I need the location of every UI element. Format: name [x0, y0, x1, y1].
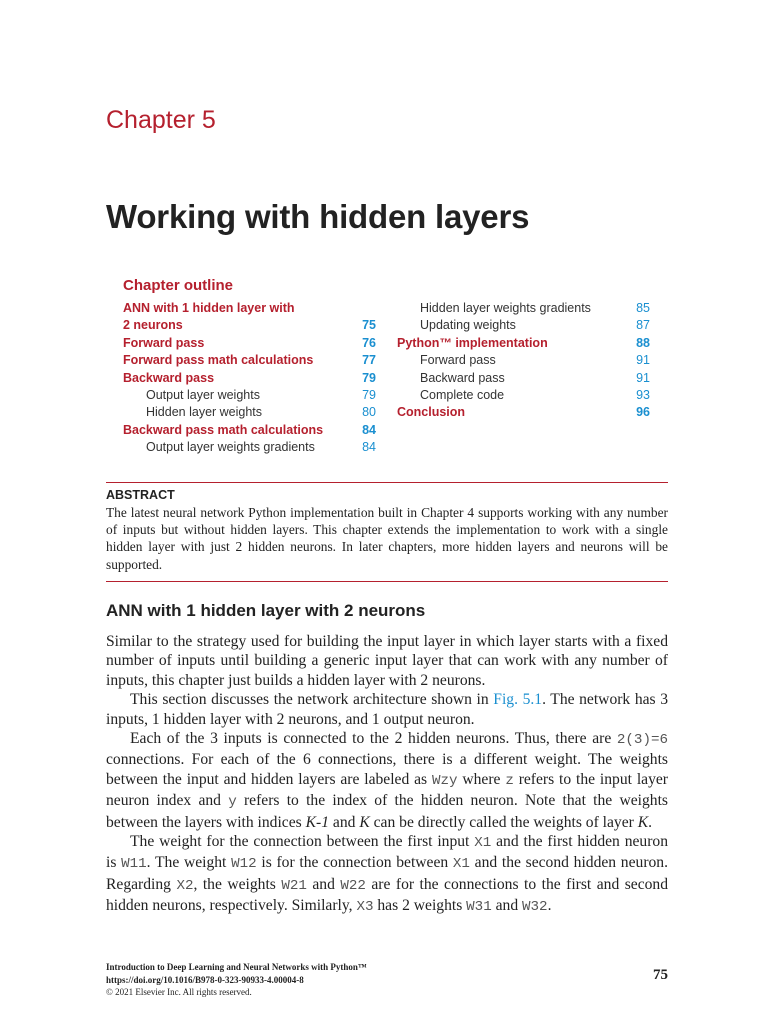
toc-entry[interactable]: [123, 370, 376, 387]
toc-entry-title[interactable]: Updating weights: [420, 318, 516, 333]
toc-entry-page[interactable]: 80: [362, 405, 376, 420]
toc-entry-page[interactable]: 93: [636, 388, 650, 403]
inline-code: y: [228, 794, 237, 811]
toc-entry-title[interactable]: Output layer weights gradients: [146, 440, 315, 455]
toc-subentry[interactable]: [397, 387, 650, 404]
toc-left-column: [123, 300, 376, 457]
page-number: 75: [653, 967, 668, 983]
toc-entry-page[interactable]: 88: [636, 335, 650, 350]
inline-code: W21: [281, 877, 307, 894]
footer-book-title: Introduction to Deep Learning and Neural Networks with Python™: [106, 962, 367, 972]
inline-code: X1: [474, 835, 492, 852]
toc-subentry[interactable]: [397, 300, 650, 317]
toc-entry-title[interactable]: Conclusion: [397, 405, 466, 420]
paragraph: The weight for the connection between the first input X1 and the first hidden neuron is W11. The weight W12 is for the connection between X1 and the second hidden neuron. Regarding X2, the weights W21 and W22 are for the connections to the first and second hidden neurons, respectively. Similarly, X3 has 2 weights W31 and W32.: [106, 833, 669, 916]
inline-code: W32: [522, 899, 548, 916]
toc-entry-title[interactable]: 2 neurons: [123, 318, 183, 333]
toc-entry-title[interactable]: Forward pass: [420, 353, 496, 368]
toc-entry-title[interactable]: Complete code: [420, 388, 505, 403]
toc-entry[interactable]: [123, 422, 376, 439]
toc-entry-title[interactable]: Python™ implementation: [397, 335, 548, 350]
toc-entry-page[interactable]: 91: [636, 353, 650, 368]
footer-doi-link[interactable]: https://doi.org/10.1016/B978-0-323-90933-4.00004-8: [106, 974, 304, 985]
toc-entry-title[interactable]: Hidden layer weights gradients: [420, 301, 591, 315]
toc-entry-page[interactable]: 84: [362, 422, 376, 437]
toc-entry-title[interactable]: Output layer weights: [146, 388, 260, 403]
toc-entry-title[interactable]: Forward pass: [123, 335, 205, 350]
toc-entry-page[interactable]: 77: [362, 353, 376, 368]
toc-entry-title[interactable]: Backward pass: [420, 370, 505, 385]
toc-entry-title[interactable]: Backward pass math calculations: [123, 422, 324, 437]
inline-code: X3: [356, 899, 374, 916]
toc-entry-page[interactable]: 84: [362, 440, 376, 455]
toc-entry-page[interactable]: 76: [362, 335, 376, 350]
toc-entry[interactable]: [397, 404, 650, 421]
toc-right-column: [397, 300, 650, 422]
inline-code: W22: [340, 877, 366, 894]
paragraph: This section discusses the network architecture shown in Fig. 5.1. The network has 3 inputs, 1 hidden layer with 2 neurons, and 1 output neuron.: [106, 691, 668, 728]
inline-code: Wzy: [431, 772, 458, 789]
chapter-label: Chapter 5: [106, 106, 216, 134]
abstract-top-rule: [106, 482, 668, 483]
inline-code: X2: [176, 877, 194, 894]
toc-entry[interactable]: [123, 335, 376, 352]
toc-entry[interactable]: [123, 352, 376, 369]
toc-entry-page[interactable]: 91: [636, 370, 650, 385]
paragraph: Similar to the strategy used for building the input layer in which layer starts with a fixed number of inputs until building a generic input layer that can work with any number of inputs, this chapter just builds a hidden layer with 2 neurons.: [106, 633, 668, 689]
inline-code: 2(3)=6: [616, 732, 668, 749]
body-text: [106, 632, 668, 918]
toc-entry-page[interactable]: 96: [636, 405, 650, 420]
toc-entry-title[interactable]: Backward pass: [123, 370, 215, 385]
toc-entry[interactable]: [123, 317, 376, 334]
italic-term: K-1: [305, 813, 330, 831]
toc-entry-title[interactable]: ANN with 1 hidden layer with: [123, 301, 295, 315]
figure-reference-link[interactable]: Fig. 5.1: [493, 691, 543, 709]
italic-term: K: [637, 813, 649, 831]
inline-code: X1: [452, 856, 470, 873]
toc-subentry[interactable]: [397, 370, 650, 387]
toc-entry-page[interactable]: 79: [362, 388, 376, 403]
outline-heading: Chapter outline: [123, 277, 234, 294]
toc-entry-page[interactable]: 75: [362, 318, 376, 333]
toc-entry-title[interactable]: Forward pass math calculations: [123, 353, 314, 368]
toc-subentry[interactable]: [123, 387, 376, 404]
inline-code: W12: [231, 856, 257, 873]
toc-entry-page[interactable]: 85: [636, 301, 650, 315]
toc-entry-title[interactable]: Hidden layer weights: [146, 405, 263, 420]
footer-copyright: © 2021 Elsevier Inc. All rights reserved.: [106, 987, 252, 997]
paragraph: Each of the 3 inputs is connected to the 2 hidden neurons. Thus, there are 2(3)=6 connections. For each of the 6 connections, there is a different weight. The weights between the input and hidden layers are labeled as Wzy where z refers to the input layer neuron index and y refers to the index of the hidden neuron. Note that the weights between the layers with indices K-1 and K can be directly called the weights of layer K.: [106, 730, 668, 831]
section-heading: ANN with 1 hidden layer with 2 neurons: [106, 601, 426, 620]
abstract-bottom-rule: [106, 581, 668, 582]
toc-subentry[interactable]: [397, 317, 650, 334]
toc-subentry[interactable]: [123, 404, 376, 421]
chapter-title: Working with hidden layers: [106, 198, 530, 235]
inline-code: W31: [466, 899, 492, 916]
abstract-heading: ABSTRACT: [106, 488, 175, 502]
toc-entry-page[interactable]: 87: [636, 318, 650, 333]
toc-subentry[interactable]: [123, 439, 376, 456]
toc-subentry[interactable]: [397, 352, 650, 369]
toc-entry[interactable]: [123, 300, 376, 317]
toc-entry[interactable]: [397, 335, 650, 352]
inline-code: W11: [121, 856, 147, 873]
toc-entry-page[interactable]: 79: [362, 370, 376, 385]
italic-term: K: [359, 813, 370, 831]
footer: [106, 961, 367, 999]
abstract-text: The latest neural network Python implementation built in Chapter 4 supports working with any number of inputs but without hidden layers. This chapter extends the implementation to work with a single hidden layer with just 2 hidden neurons. In later chapters, more hidden layers and neurons will be supported.: [106, 505, 668, 572]
inline-code: z: [505, 772, 514, 789]
